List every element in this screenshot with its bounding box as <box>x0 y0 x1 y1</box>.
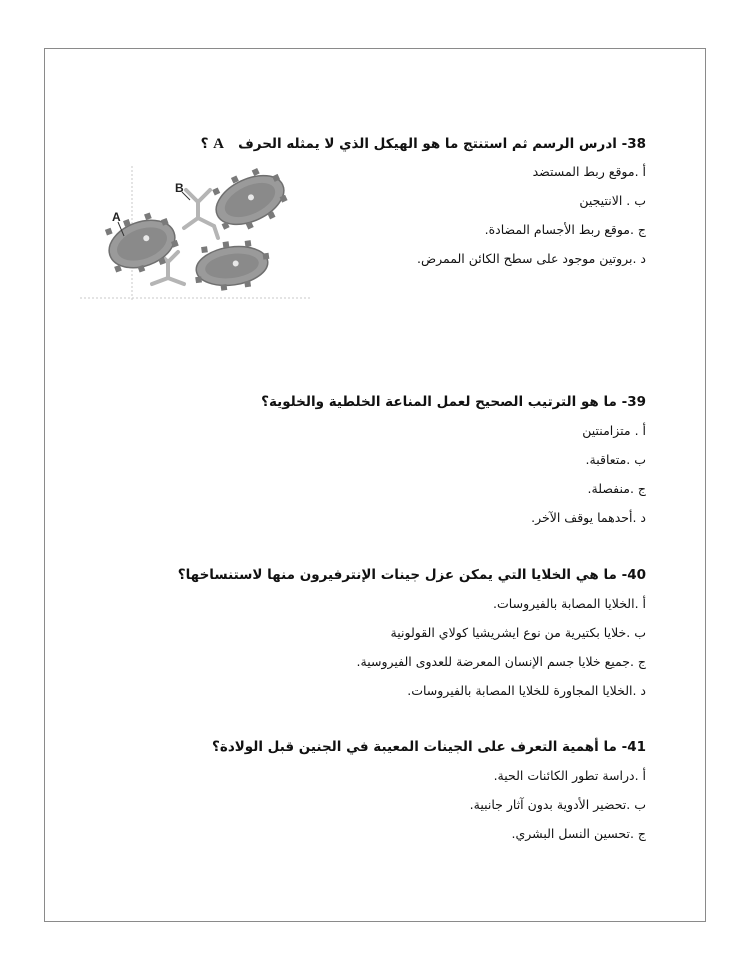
option-a: أ .الخلايا المصابة بالفيروسات. <box>493 596 646 611</box>
question-title: 39- ما هو الترتيب الصحيح لعمل المناعة الخلطية والخلوية؟ <box>261 394 646 410</box>
option-a: أ .موقع ربط المستضد <box>532 164 646 179</box>
option-c: ج .موقع ربط الأجسام المضادة. <box>484 222 646 237</box>
option-c: ج .تحسين النسل البشري. <box>511 826 646 841</box>
option-c: ج .جميع خلايا جسم الإنسان المعرضة للعدوى الفيروسية. <box>356 654 646 669</box>
immune-diagram <box>80 166 310 300</box>
question-letter: A <box>213 136 225 152</box>
question-title: 41- ما أهمية التعرف على الجينات المعيبة في الجنين قبل الولادة؟ <box>212 739 646 755</box>
question-41 <box>212 738 646 843</box>
question-mark: ؟ <box>200 136 209 152</box>
option-b: ب .خلايا بكتيرية من نوع ايشريشيا كولاي القولونية <box>390 625 646 640</box>
antibody-shape <box>184 190 218 238</box>
option-c: ج .منفصلة. <box>587 481 646 496</box>
question-title <box>201 135 646 153</box>
question-title: 40- ما هي الخلايا التي يمكن عزل جينات الإنترفيرون منها لاستنساخها؟ <box>177 567 646 583</box>
option-a: أ .دراسة تطور الكائنات الحية. <box>493 768 646 783</box>
option-d: د .الخلايا المجاورة للخلايا المصابة بالفيروسات. <box>407 683 646 698</box>
option-b: ب .متعاقبة. <box>585 452 646 467</box>
option-b: ب . الانتيجين <box>579 193 646 208</box>
pathogen-cell <box>191 236 273 294</box>
option-d: د .أحدهما يوقف الآخر. <box>531 510 646 525</box>
option-d: د .بروتين موجود على سطح الكائن الممرض. <box>417 251 646 266</box>
question-39 <box>261 393 646 527</box>
label-b: B <box>175 181 184 195</box>
pathogen-cell <box>206 166 294 239</box>
question-number: 38- <box>621 136 646 152</box>
label-a: A <box>112 210 121 224</box>
option-a: أ . متزامنتين <box>582 423 646 438</box>
question-text: ادرس الرسم ثم استنتج ما هو الهيكل الذي لا يمثله الحرف <box>238 136 617 152</box>
option-b: ب .تحضير الأدوية بدون آثار جانبية. <box>469 797 646 812</box>
question-40 <box>178 566 646 700</box>
